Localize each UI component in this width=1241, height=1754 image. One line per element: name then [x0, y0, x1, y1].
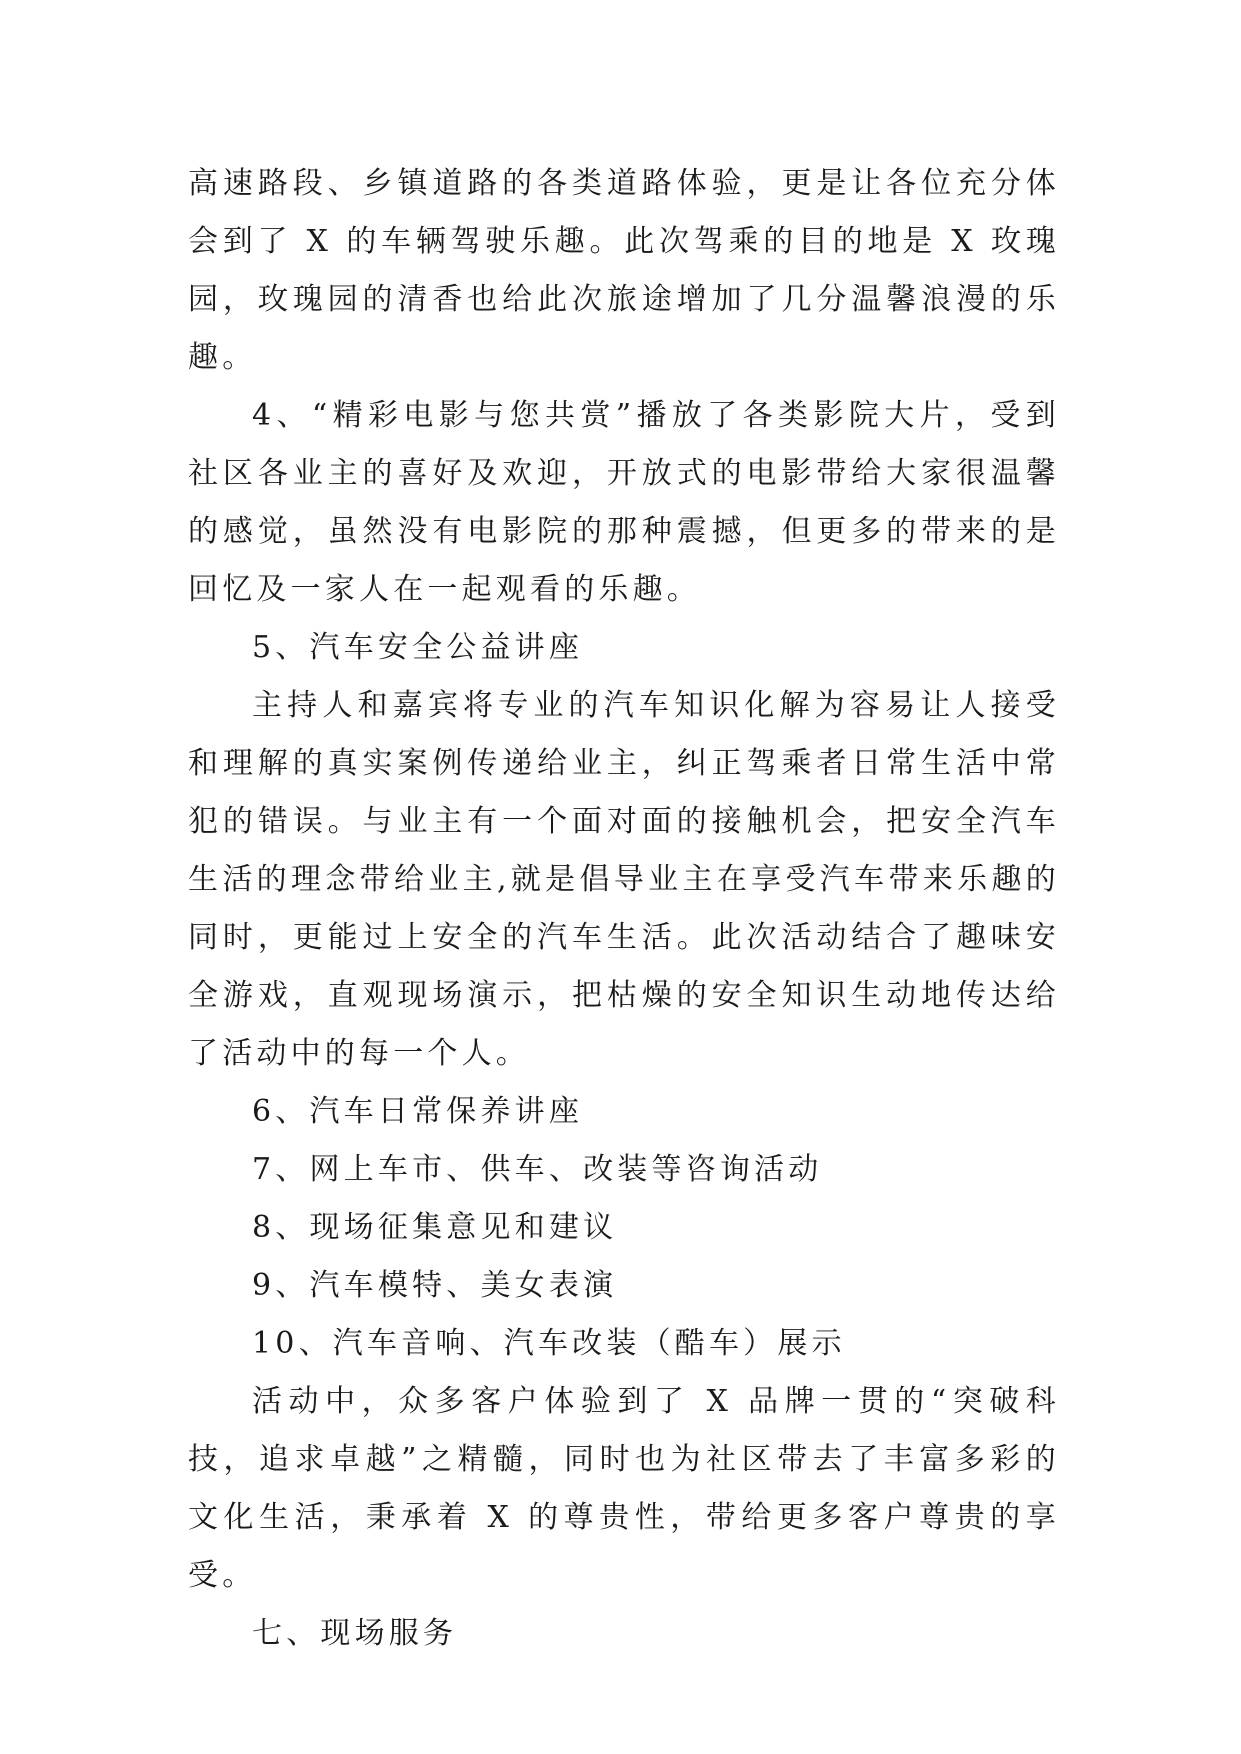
paragraph-road-experience: 高速路段、乡镇道路的各类道路体验，更是让各位充分体会到了 X 的车辆驾驶乐趣。此次驾乘的目的地是 X 玫瑰园，玫瑰园的清香也给此次旅途增加了几分温馨浪漫的乐趣。 [188, 166, 1060, 375]
list-item-model-show: 9、汽车模特、美女表演 [252, 1268, 618, 1303]
list-item-audio-modification: 10、汽车音响、汽车改装（酷车）展示 [252, 1326, 846, 1361]
list-item-feedback-collection: 8、现场征集意见和建议 [252, 1210, 618, 1245]
paragraph-safety-lecture-body: 主持人和嘉宾将专业的汽车知识化解为容易让人接受和理解的真实案例传递给业主，纠正驾乘者日常生活中常犯的错误。与业主有一个面对面的接触机会，把安全汽车生活的理念带给业主,就是倡导业主在享受汽车带来乐趣的同时，更能过上安全的汽车生活。此次活动结合了趣味安全游戏，直观现场演示，把枯燥的安全知识生动地传达给了活动中的每一个人。 [188, 688, 1060, 1071]
paragraph-safety-lecture-heading: 5、汽车安全公益讲座 [252, 630, 584, 665]
paragraph-activity-summary: 活动中，众多客户体验到了 X 品牌一贯的“突破科技，追求卓越”之精髓，同时也为社区带去了丰富多彩的文化生活，秉承着 X 的尊贵性，带给更多客户尊贵的享受。 [188, 1384, 1060, 1593]
body-text [188, 155, 1060, 1663]
list-item-online-market: 7、网上车市、供车、改装等咨询活动 [252, 1152, 823, 1187]
list-item-maintenance-lecture: 6、汽车日常保养讲座 [252, 1094, 584, 1129]
section-heading-onsite-service: 七、现场服务 [252, 1616, 458, 1651]
paragraph-movie-sharing: 4、“精彩电影与您共赏”播放了各类影院大片，受到社区各业主的喜好及欢迎，开放式的电影带给大家很温馨的感觉，虽然没有电影院的那种震撼，但更多的带来的是回忆及一家人在一起观看的乐趣。 [188, 398, 1060, 607]
